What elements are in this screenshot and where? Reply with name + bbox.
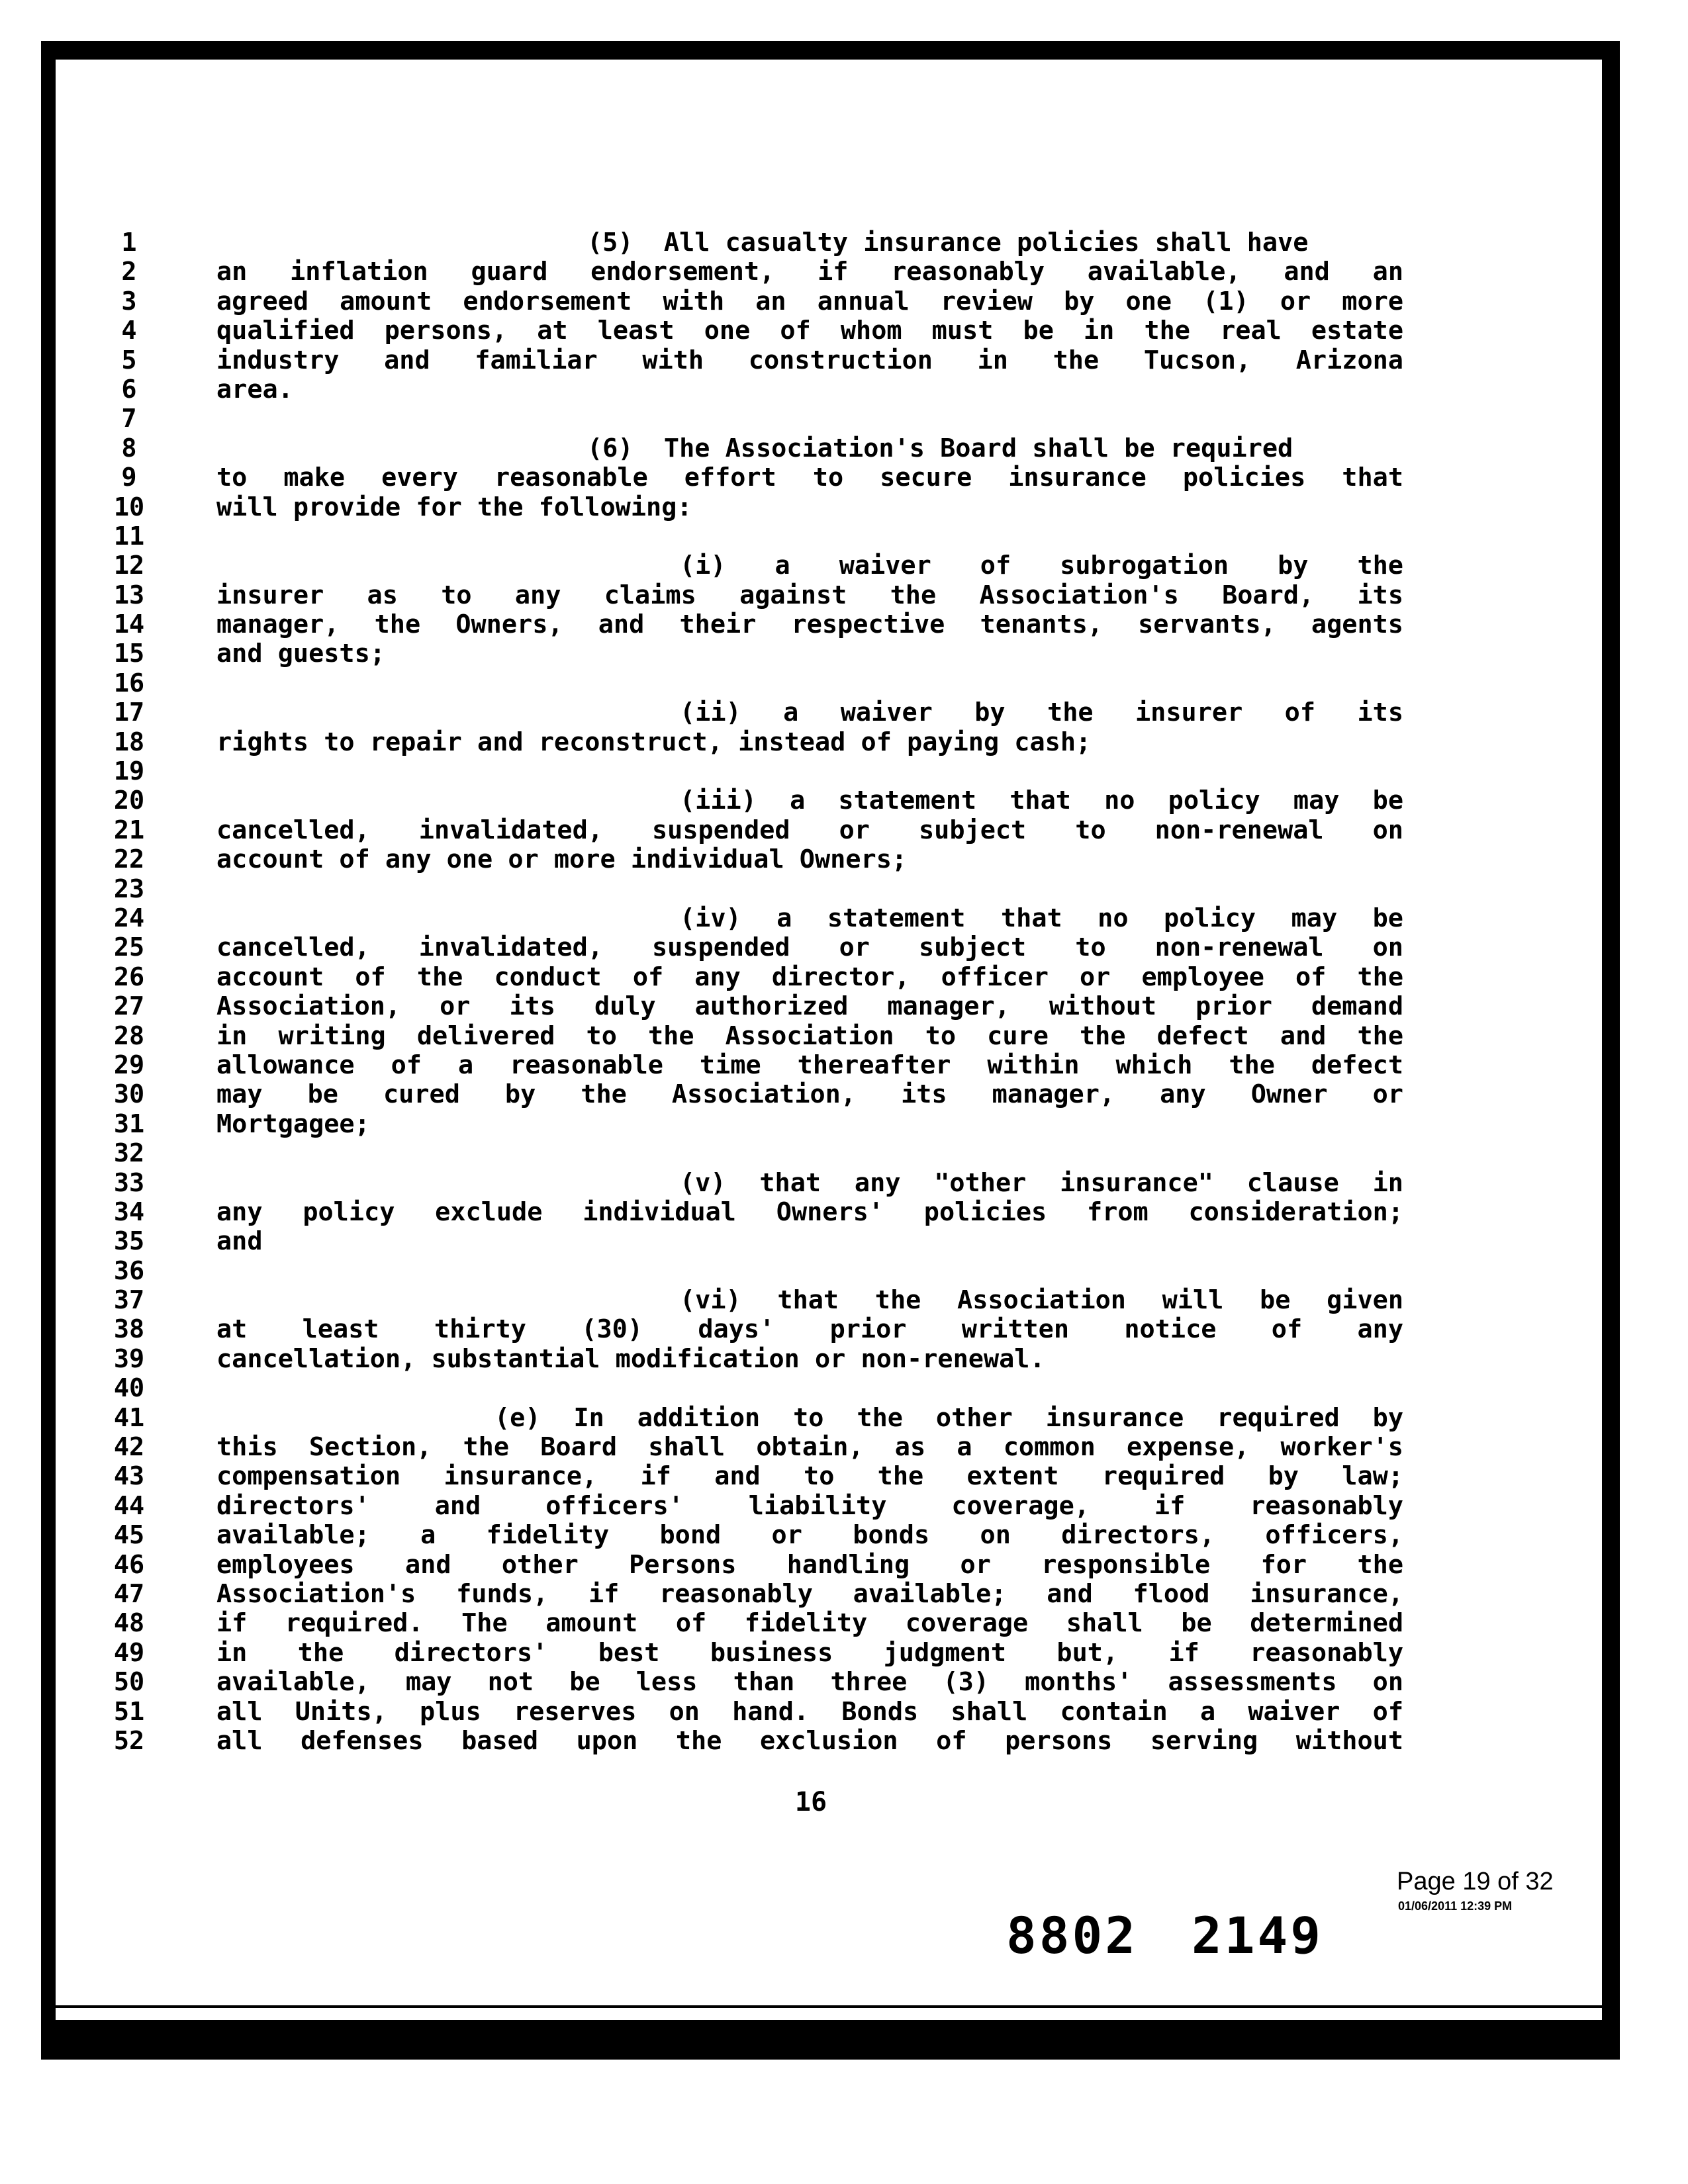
document-line — [106, 1580, 1403, 1609]
document-line — [106, 992, 1403, 1021]
line-number: 17 — [113, 698, 145, 728]
line-number: 44 — [113, 1490, 145, 1521]
document-line — [106, 1286, 1403, 1315]
line-number: 38 — [113, 1314, 145, 1345]
document-line — [106, 1022, 1403, 1051]
document-line — [106, 493, 1403, 522]
scan-border-right — [1602, 41, 1620, 2060]
line-number: 34 — [113, 1197, 145, 1227]
document-line — [106, 1521, 1403, 1550]
document-line — [106, 904, 1403, 933]
line-number: 16 — [113, 668, 145, 698]
document-body — [106, 228, 1403, 1756]
document-line — [106, 669, 1403, 698]
line-number: 3 — [121, 286, 137, 316]
line-number: 26 — [113, 962, 145, 992]
document-line — [106, 287, 1403, 316]
document-line — [106, 933, 1403, 962]
recorder-page-count: Page 19 of 32 — [1397, 1868, 1554, 1895]
line-number: 4 — [121, 316, 137, 346]
line-number: 23 — [113, 874, 145, 904]
line-number: 12 — [113, 551, 145, 581]
document-line — [106, 522, 1403, 551]
document-line — [106, 963, 1403, 992]
line-number: 30 — [113, 1079, 145, 1110]
line-number: 15 — [113, 639, 145, 669]
line-text: directors' and officers' liability coverage, if reasonably — [216, 1490, 1403, 1521]
line-text: this Section, the Board shall obtain, as a common expense, worker's — [216, 1432, 1403, 1463]
line-number: 21 — [113, 815, 145, 845]
line-number: 10 — [113, 492, 145, 522]
document-line — [106, 698, 1403, 727]
document-line — [106, 434, 1403, 463]
line-number: 51 — [113, 1696, 145, 1727]
line-text: account of any one or more individual Owners; — [216, 844, 908, 875]
document-line — [106, 1374, 1403, 1403]
line-number: 42 — [113, 1432, 145, 1463]
line-number: 7 — [121, 404, 137, 434]
document-line — [106, 728, 1403, 757]
document-line — [106, 845, 1403, 874]
line-text: to make every reasonable effort to secure insurance policies that — [216, 463, 1403, 493]
line-text: qualified persons, at least one of whom must be in the real estate — [216, 316, 1403, 346]
line-number: 6 — [121, 374, 137, 404]
line-number: 45 — [113, 1520, 145, 1551]
page-number: 16 — [794, 1787, 827, 1817]
document-line — [106, 1110, 1403, 1139]
line-text: and — [216, 1226, 263, 1257]
line-number: 33 — [113, 1167, 145, 1198]
document-line — [106, 816, 1403, 845]
document-line — [106, 1080, 1403, 1109]
line-number: 31 — [113, 1109, 145, 1139]
line-text: area. — [216, 374, 293, 404]
line-number: 8 — [121, 433, 137, 463]
line-text: industry and familiar with construction in the Tucson, Arizona — [216, 345, 1403, 375]
document-line — [106, 1404, 1403, 1433]
scan-border-top — [41, 41, 1620, 56]
line-text: (6) The Association's Board shall be required — [587, 433, 1293, 463]
document-line — [106, 404, 1403, 433]
line-text: manager, the Owners, and their respective tenants, servants, agents — [216, 610, 1403, 640]
document-line — [106, 346, 1403, 375]
document-line — [106, 1639, 1403, 1668]
line-text: insurer as to any claims against the Association's Board, its — [216, 580, 1403, 610]
line-number: 52 — [113, 1725, 145, 1756]
document-line — [106, 581, 1403, 610]
document-line — [106, 1551, 1403, 1580]
document-line — [106, 375, 1403, 404]
line-text: employees and other Persons handling or responsible for the — [216, 1549, 1403, 1580]
line-text: any policy exclude individual Owners' policies from consideration; — [216, 1197, 1403, 1227]
line-number: 19 — [113, 756, 145, 787]
line-number: 43 — [113, 1461, 145, 1492]
line-number: 35 — [113, 1226, 145, 1257]
line-text: cancelled, invalidated, suspended or subject to non-renewal on — [216, 933, 1403, 963]
line-number: 36 — [113, 1255, 145, 1286]
line-number: 40 — [113, 1373, 145, 1404]
line-number: 50 — [113, 1667, 145, 1698]
document-line — [106, 1609, 1403, 1638]
line-text: all Units, plus reserves on hand. Bonds shall contain a waiver of — [216, 1696, 1403, 1727]
line-text: agreed amount endorsement with an annual review by one (1) or more — [216, 286, 1403, 316]
line-text: Mortgagee; — [216, 1109, 370, 1139]
line-number: 5 — [121, 345, 137, 375]
document-line — [106, 786, 1403, 815]
line-text: if required. The amount of fidelity coverage shall be determined — [216, 1608, 1403, 1639]
document-line — [106, 1492, 1403, 1521]
line-number: 29 — [113, 1050, 145, 1080]
line-text: cancellation, substantial modification or non-renewal. — [216, 1343, 1045, 1374]
line-number: 25 — [113, 933, 145, 963]
line-text: in writing delivered to the Association to cure the defect and the — [216, 1021, 1403, 1051]
line-text: at least thirty (30) days' prior written notice of any — [216, 1314, 1403, 1345]
document-line — [106, 316, 1403, 345]
document-line — [106, 639, 1403, 668]
document-line — [106, 875, 1403, 904]
line-text: rights to repair and reconstruct, instead of paying cash; — [216, 727, 1092, 757]
document-line — [106, 1698, 1403, 1727]
line-number: 2 — [121, 257, 137, 287]
line-text: (vi) that the Association will be given — [680, 1285, 1403, 1316]
line-number: 48 — [113, 1608, 145, 1639]
line-number: 39 — [113, 1343, 145, 1374]
line-number: 32 — [113, 1138, 145, 1169]
line-text: (ii) a waiver by the insurer of its — [680, 698, 1403, 728]
document-line — [106, 1462, 1403, 1491]
line-number: 28 — [113, 1021, 145, 1051]
line-text: and guests; — [216, 639, 385, 669]
document-line — [106, 1198, 1403, 1227]
line-number: 9 — [121, 463, 137, 493]
scan-border-bottom — [41, 2020, 1620, 2060]
document-line — [106, 757, 1403, 786]
line-number: 46 — [113, 1549, 145, 1580]
line-text: available, may not be less than three (3) months' assessments on — [216, 1667, 1403, 1698]
scan-border-top-inner — [56, 56, 1602, 60]
line-text: (i) a waiver of subrogation by the — [680, 551, 1403, 581]
scan-border-bottom-inner — [56, 2005, 1602, 2008]
line-number: 49 — [113, 1637, 145, 1668]
line-text: Association, or its duly authorized manager, without prior demand — [216, 991, 1403, 1022]
line-number: 24 — [113, 903, 145, 933]
document-line — [106, 257, 1403, 287]
line-text: may be cured by the Association, its manager, any Owner or — [216, 1079, 1403, 1110]
line-text: cancelled, invalidated, suspended or subject to non-renewal on — [216, 815, 1403, 845]
line-number: 11 — [113, 521, 145, 551]
line-number: 27 — [113, 991, 145, 1022]
line-text: an inflation guard endorsement, if reasonably available, and an — [216, 257, 1403, 287]
document-line — [106, 1727, 1403, 1756]
line-number: 1 — [121, 228, 137, 257]
document-line — [106, 551, 1403, 580]
document-line — [106, 1345, 1403, 1374]
document-line — [106, 1257, 1403, 1286]
line-text: (v) that any "other insurance" clause in — [680, 1167, 1403, 1198]
document-line — [106, 228, 1403, 257]
line-number: 37 — [113, 1285, 145, 1316]
line-text: (iv) a statement that no policy may be — [680, 903, 1403, 933]
line-text: Association's funds, if reasonably available; and flood insurance, — [216, 1578, 1403, 1609]
line-number: 20 — [113, 786, 145, 816]
document-line — [106, 463, 1403, 492]
document-line — [106, 1668, 1403, 1697]
line-text: (iii) a statement that no policy may be — [680, 786, 1403, 816]
line-text: in the directors' best business judgment but, if reasonably — [216, 1637, 1403, 1668]
line-text: compensation insurance, if and to the extent required by law; — [216, 1461, 1403, 1492]
document-line — [106, 1227, 1403, 1256]
document-line — [106, 610, 1403, 639]
line-text: (e) In addition to the other insurance required by — [494, 1402, 1403, 1433]
recorder-timestamp: 01/06/2011 12:39 PM — [1398, 1899, 1513, 1913]
document-line — [106, 1169, 1403, 1198]
recorder-page-number: 2149 — [1192, 1906, 1324, 1965]
scan-border-left — [41, 41, 56, 2060]
line-text: (5) All casualty insurance policies shall have — [587, 228, 1309, 257]
document-line — [106, 1051, 1403, 1080]
document-line — [106, 1433, 1403, 1462]
line-number: 47 — [113, 1578, 145, 1609]
line-text: will provide for the following: — [216, 492, 692, 522]
line-number: 14 — [113, 610, 145, 640]
recorder-docket-number: 8802 — [1006, 1906, 1139, 1965]
line-number: 13 — [113, 580, 145, 610]
document-line — [106, 1315, 1403, 1344]
line-number: 22 — [113, 844, 145, 875]
line-text: allowance of a reasonable time thereafter within which the defect — [216, 1050, 1403, 1080]
line-number: 41 — [113, 1402, 145, 1433]
line-text: all defenses based upon the exclusion of persons serving without — [216, 1725, 1403, 1756]
document-line — [106, 1139, 1403, 1168]
line-number: 18 — [113, 727, 145, 757]
line-text: available; a fidelity bond or bonds on directors, officers, — [216, 1520, 1403, 1551]
line-text: account of the conduct of any director, officer or employee of the — [216, 962, 1403, 992]
